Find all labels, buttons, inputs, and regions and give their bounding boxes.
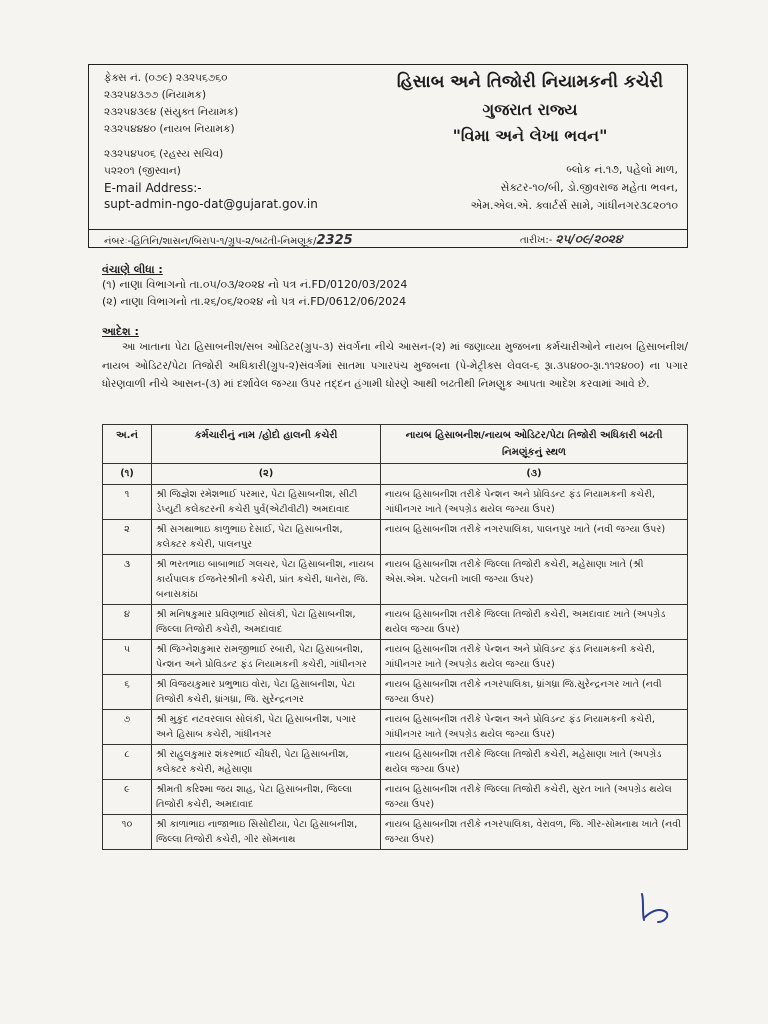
posting-cell: નાયબ હિસાબનીશ તરીકે જિલ્લા તિજોરી કચેરી, મહેસાણા ખાતે (શ્રી એસ.એમ. પટેલની ખાલી જગ્યા ઉપર) [381, 555, 688, 605]
phone-deputy-director: ૨૩૨૫૪૪૪૦ (નાયબ નિયામક) [104, 123, 235, 135]
table-row [103, 485, 688, 520]
serial-number: ૨ [103, 520, 152, 555]
posting-cell: નાયબ હિસાબનીશ તરીકે જિલ્લા તિજોરી કચેરી, અમદાવાદ ખાતે (અપગ્રેડ થયેલ જગ્યા ઉપર) [381, 605, 688, 640]
table-row [103, 815, 688, 850]
serial-number: ૮ [103, 745, 152, 780]
serial-number: ૫ [103, 640, 152, 675]
posting-cell: નાયબ હિસાબનીશ તરીકે જિલ્લા તિજોરી કચેરી, સુરત ખાતે (અપગ્રેડ થયેલ જગ્યા ઉપર) [381, 780, 688, 815]
employee-cell: શ્રીમતી કરિશ્મા જય શાહ, પેટા હિસાબનીશ, જિલ્લા તિજોરી કચેરી, અમદાવાદ [152, 780, 381, 815]
phone-joint-director: ૨૩૨૫૪૩૯૪ (સંયુક્ત નિયામક) [104, 106, 239, 118]
address-line: એમ.એલ.એ. ક્વાર્ટર્સ સામે, ગાંધીનગર૩૮૨૦૧૦ [470, 199, 678, 212]
contact-block [104, 70, 318, 212]
header-serial: અ.નં [103, 425, 152, 464]
state-name: ગુજરાત રાજ્ય [482, 100, 578, 119]
posting-cell: નાયબ હિસાબનીશ તરીકે નગરપાલિકા, ધ્રાંગધ્રા જિ.સુરેન્દ્રનગર ખાતે (નવી જગ્યા ઉપર) [381, 675, 688, 710]
promotion-table [102, 424, 688, 850]
order-heading: આદેશ : [102, 325, 139, 338]
email-address: supt-admin-ngo-dat@gujarat.gov.in [104, 197, 318, 211]
posting-cell: નાયબ હિસાબનીશ તરીકે પેન્શન અને પ્રોવિડન્ટ ફંડ નિયામકની કચેરી, ગાંધીનગર ખાતે (અપગ્રેડ થયેલ જગ્યા ઉપર) [381, 485, 688, 520]
table-row [103, 605, 688, 640]
office-title: હિસાબ અને તિજોરી નિયામકની કચેરી [396, 72, 664, 92]
read-item: (૨) નાણા વિભાગનો તા.૨૬/૦૬/૨૦૨૪ નો પત્ર નં.FD/0612/06/2024 [102, 295, 407, 308]
header-employee: કર્મચારીનું નામ /હોદો હાલની કચેરી [152, 425, 381, 464]
office-address [471, 161, 678, 215]
table-row [103, 520, 688, 555]
handwritten-date: ૨૫/૦૯/૨૦૨૪ [555, 232, 623, 246]
serial-number: ૧૦ [103, 815, 152, 850]
phone-secretary: ૨૩૨૫૪૫૦૬ (રહસ્ય સચિવ) [104, 148, 224, 160]
column-index: (૩) [381, 464, 688, 485]
handwritten-number: 2325 [316, 233, 353, 248]
employee-cell: શ્રી કાળાભાઇ નાજાભાઇ સિસોદીયા, પેટા હિસાબનીશ, જિલ્લા તિજોરી કચેરી, ગીર સોમનાથ [152, 815, 381, 850]
address-line: સેક્ટર-૧૦/બી, ડો.જીવરાજ મહેતા ભવન, [500, 181, 678, 194]
phone-director: ૨૩૨૫૪૩૭૭ (નિયામક) [104, 89, 207, 101]
order-paragraph: આ ખાતાના પેટા હિસાબનીશ/સબ ઓડિટર(ગ્રુપ-૩) સંવર્ગના નીચે આસન-(૨) માં જણાવ્યા મુજબના કર્મચારીઓને નાયબ હિસાબનીશ/નાયબ ઓડિટર/પેટા તિજોરી અધિકારી(ગ્રુપ-૨)સંવર્ગમાં સાતમા પગારપંચ મુજબના (પે-મેટ્રીક્સ લેવલ-૬ રૂા.૩૫૪૦૦-રૂા.૧૧૨૪૦૦) ના પગાર ધોરણવાળી નીચે આસન-(૩) માં દર્શાવેલ જગ્યા ઉપર તદ્દન હંગામી ધોરણે આથી બઢતીથી નિમણુક આપતા આદેશ કરવામાં આવે છે. [102, 341, 688, 390]
column-index: (૨) [152, 464, 381, 485]
serial-number: ૬ [103, 675, 152, 710]
employee-cell: શ્રી રાહુલકુમાર શંકરભાઈ ચૌધરી, પેટા હિસાબનીશ, કલેક્ટર કચેરી, મહેસાણા [152, 745, 381, 780]
employee-cell: શ્રી સગથાભાઇ કાળુભાઇ દેસાઈ, પેટા હિસાબનીશ, કલેક્ટર કચેરી, પાલનપુર [152, 520, 381, 555]
employee-cell: શ્રી જિગ્નેશકુમાર રામજીભાઈ રબારી, પેટા હિસાબનીશ, પેન્શન અને પ્રોવિડન્ટ ફંડ નિયામકની કચેરી, ગાંધીનગર [152, 640, 381, 675]
table-row [103, 555, 688, 605]
serial-number: ૧ [103, 485, 152, 520]
office-title-block [380, 70, 680, 146]
table-header-row [103, 425, 688, 464]
serial-number: ૪ [103, 605, 152, 640]
read-item: (૧) નાણા વિભાગનો તા.૦૫/૦૩/૨૦૨૪ નો પત્ર નં.FD/0120/03/2024 [102, 278, 408, 291]
employee-cell: શ્રી મુકુંદ નટવરલાલ સોલંકી, પેટા હિસાબનીશ, પગાર અને હિસાબ કચેરી, ગાંધીનગર [152, 710, 381, 745]
date-label: તારીખ:- [520, 235, 553, 246]
employee-cell: શ્રી ભરતભાઇ બાબાભાઈ ગલચર, પેટા હિસાબનીશ, નાયબ કાર્યપાલક ઈજનેરશ્રીની કચેરી, પ્રાંત કચેરી, ધાનેરા, જિ. બનાસકાંઠા [152, 555, 381, 605]
posting-cell: નાયબ હિસાબનીશ તરીકે નગરપાલિકા, વેરાવળ, જિ. ગીર-સોમનાથ ખાતે (નવી જગ્યા ઉપર) [381, 815, 688, 850]
column-index: (૧) [103, 464, 152, 485]
posting-cell: નાયબ હિસાબનીશ તરીકે નગરપાલિકા, પાલનપુર ખાતે (નવી જગ્યા ઉપર) [381, 520, 688, 555]
fax-number: ફેક્સ નં. (૦૭૯) ૨૩૨૫૬૭૬૦ [104, 72, 228, 84]
address-line: બ્લોક નં.૧૭, પહેલો માળ, [566, 163, 678, 176]
table-row [103, 710, 688, 745]
reference-date [520, 232, 622, 247]
employee-cell: શ્રી મનિષકુમાર પ્રવિણભાઈ સોલંકી, પેટા હિસાબનીશ, જિલ્લા તિજોરી કચેરી, અમદાવાદ [152, 605, 381, 640]
serial-number: ૩ [103, 555, 152, 605]
posting-cell: નાયબ હિસાબનીશ તરીકે પેન્શન અને પ્રોવિડન્ટ ફંડ નિયામકની કચેરી, ગાંધીનગર ખાતે (અપગ્રેડ થયેલ જગ્યા ઉપર) [381, 640, 688, 675]
table-row [103, 675, 688, 710]
table-row [103, 745, 688, 780]
posting-cell: નાયબ હિસાબનીશ તરીકે પેન્શન અને પ્રોવિડન્ટ ફંડ નિયામકની કચેરી, ગાંધીનગર ખાતે (અપગ્રેડ થયેલ જગ્યા ઉપર) [381, 710, 688, 745]
employee-cell: શ્રી જિજ્ઞેશ રમેશભાઈ પરમાર, પેટા હિસાબનીશ, સીટી ડેપ્યુટી કલેક્ટરની કચેરી પુર્વ(એટીવીટી) અમદાવાદ [152, 485, 381, 520]
signature-mark [636, 890, 676, 926]
building-name: "વિમા અને લેખા ભવન" [452, 126, 608, 145]
header-posting: નાયબ હિસાબનીશ/નાયબ ઓડિટર/પેટા તિજોરી અધિકારી બઢતી નિમણૂંકનું સ્થળ [381, 425, 688, 464]
read-heading: વંચાણે લીધા : [102, 263, 163, 276]
table-row [103, 780, 688, 815]
email-label: E-mail Address:- [104, 181, 202, 195]
reference-number [104, 233, 353, 248]
reference-label: નંબરઃ-હિતિનિ/શાસન/બિરાપ-૧/ગ્રુપ-૨/બઢતી-નિમણૂક/ [104, 236, 317, 247]
reference-line [88, 229, 688, 248]
serial-number: ૯ [103, 780, 152, 815]
gswan-number: ૫૨૨૦૧ (જીસ્વાન) [104, 165, 181, 177]
column-index-row [103, 464, 688, 485]
employee-cell: શ્રી વિજયકુમાર પ્રભુભાઇ વોરા, પેટા હિસાબનીશ, પેટા તિજોરી કચેરી, ધ્રાંગધ્રા, જિ. સુરેન્દ્રનગર [152, 675, 381, 710]
table-row [103, 640, 688, 675]
posting-cell: નાયબ હિસાબનીશ તરીકે જિલ્લા તિજોરી કચેરી, મહેસાણા ખાતે (અપગ્રેડ થયેલ જગ્યા ઉપર) [381, 745, 688, 780]
serial-number: ૭ [103, 710, 152, 745]
